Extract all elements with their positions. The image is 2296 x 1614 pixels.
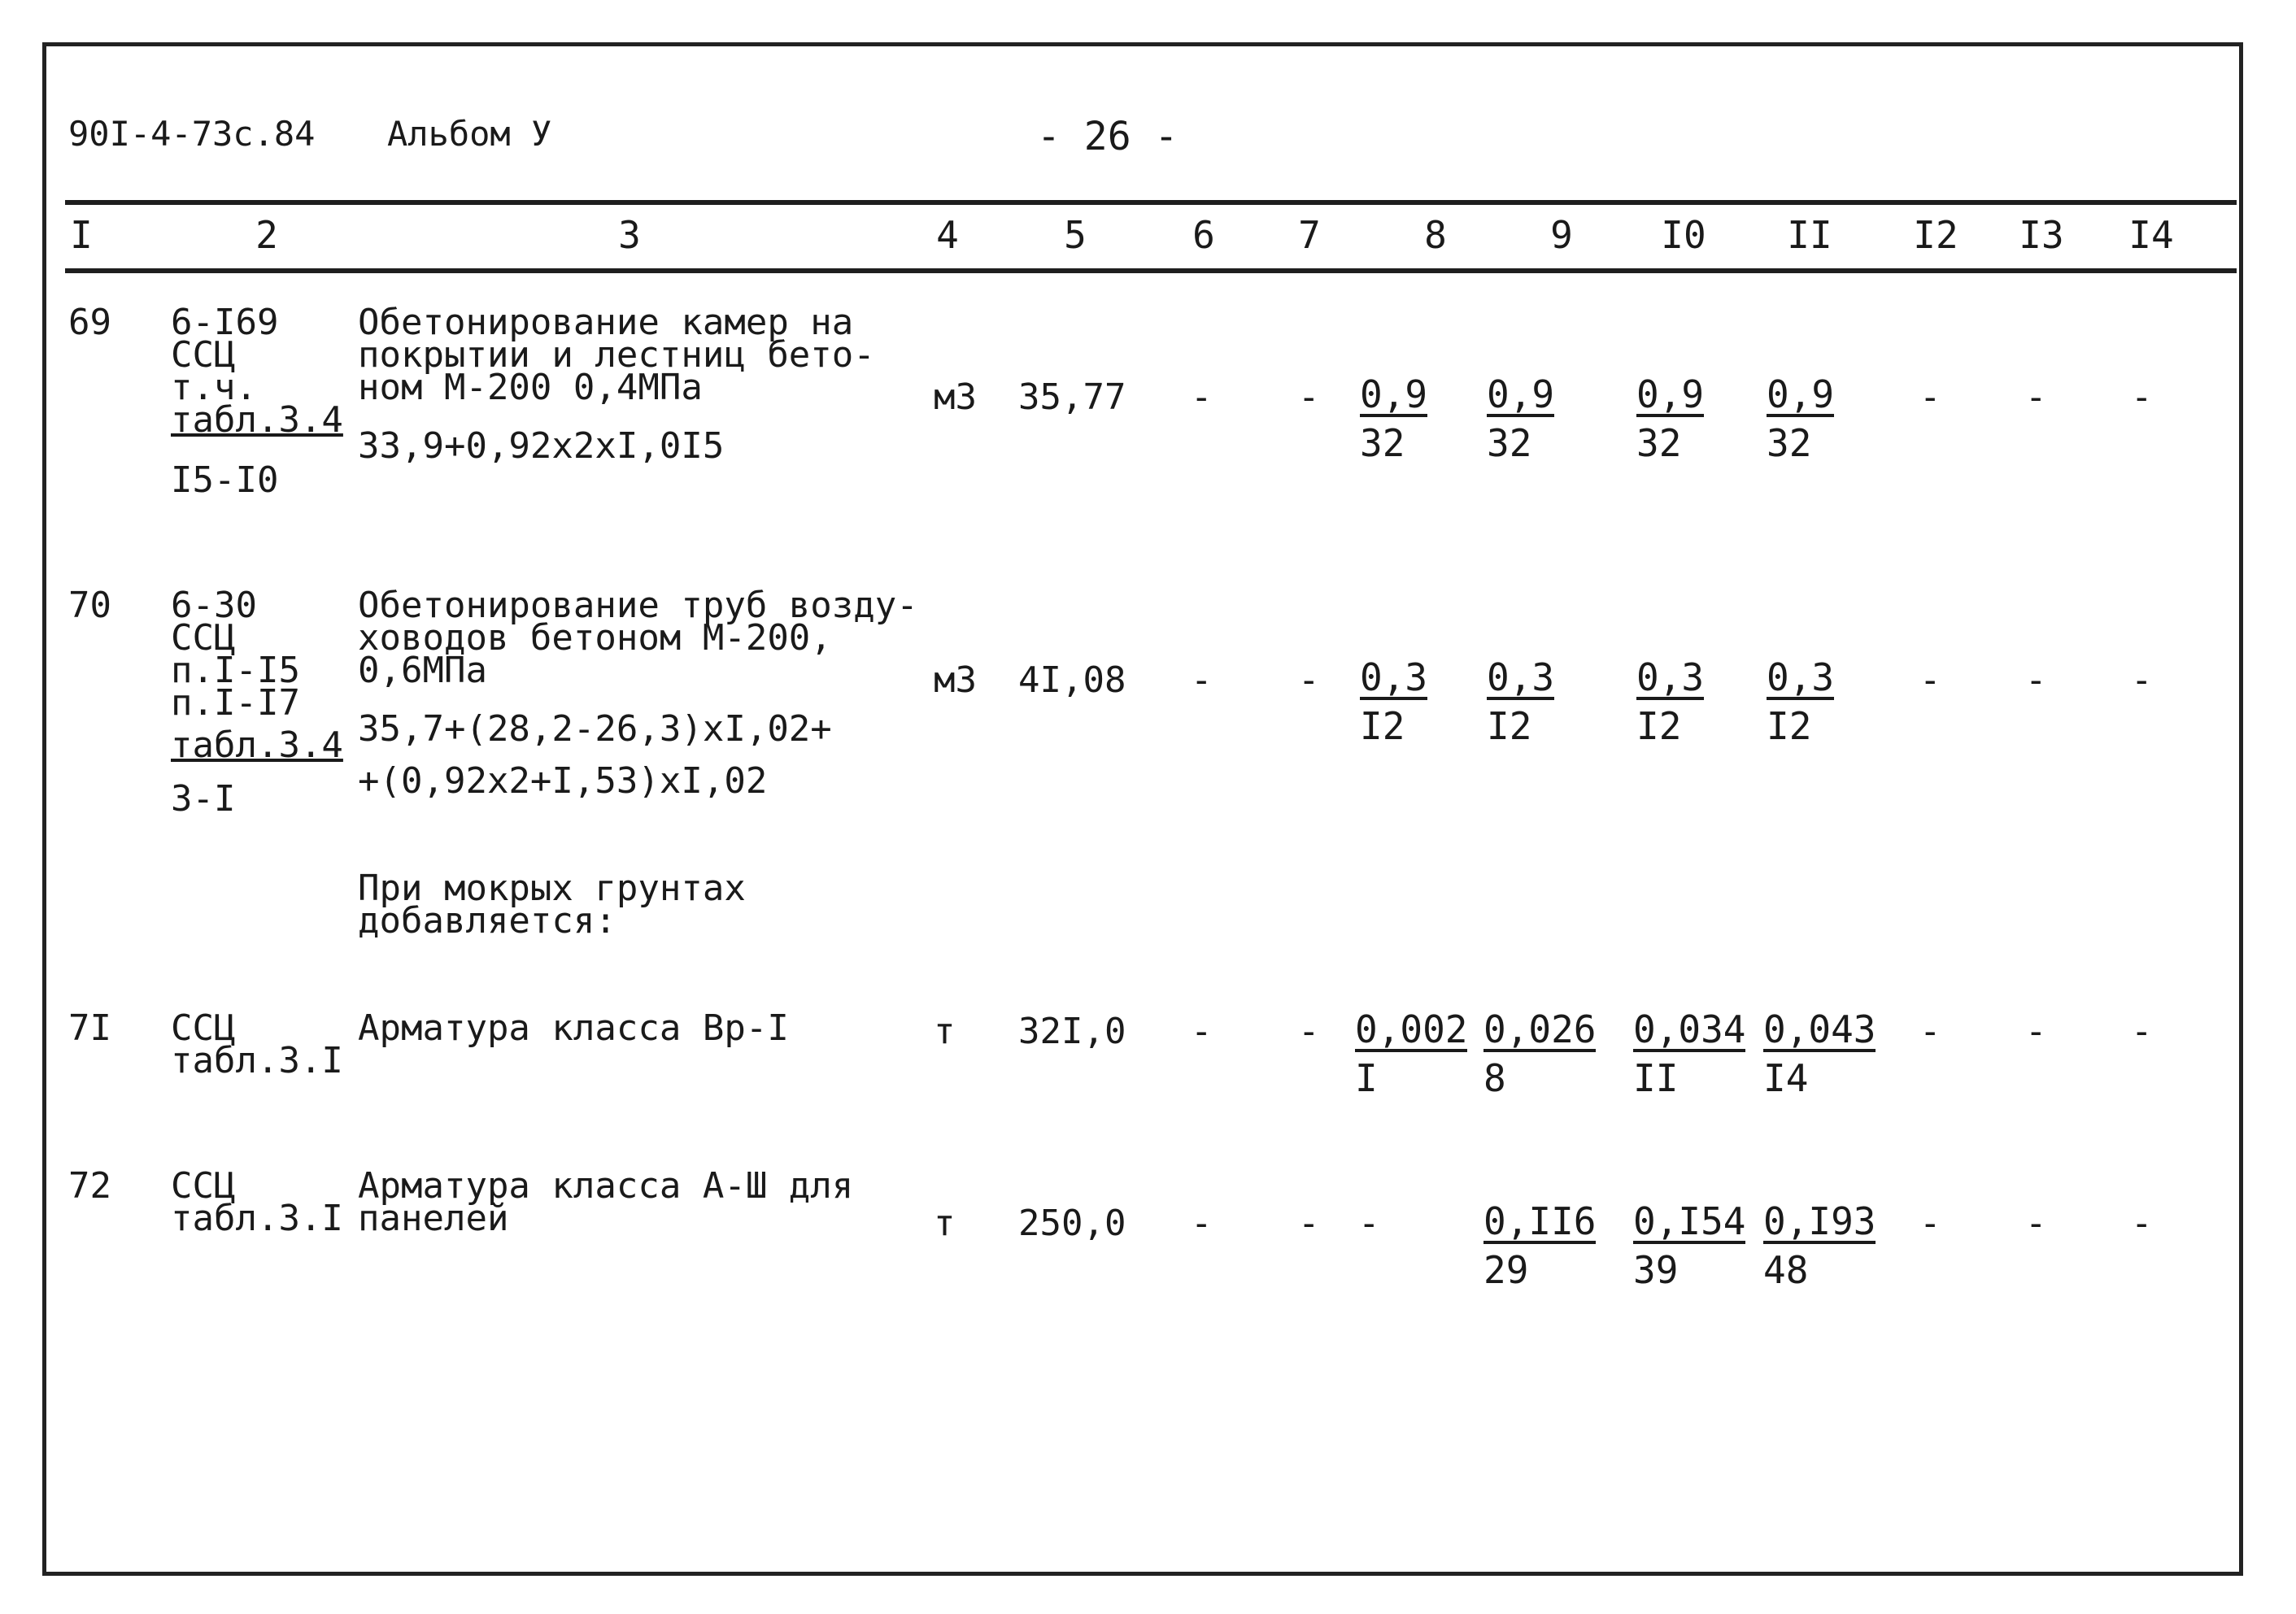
numerator: 0,034: [1633, 1007, 1746, 1051]
reference-line: 6-30: [171, 585, 257, 626]
denominator: I2: [1767, 704, 1812, 748]
cell-col12: -: [1919, 1203, 1941, 1244]
denominator: I4: [1763, 1056, 1809, 1100]
column-number: I2: [1913, 213, 1958, 257]
cell-col14: -: [2131, 1011, 2153, 1052]
denominator: 8: [1483, 1056, 1506, 1100]
reference-line: 6-I69: [171, 302, 279, 343]
unit-price: 250,0: [1018, 1203, 1126, 1244]
denominator: 32: [1360, 421, 1405, 465]
header-top-rule: [65, 200, 2237, 205]
cell-col14: -: [2131, 376, 2153, 418]
reference-line: ССЦ: [171, 1165, 236, 1207]
denominator: I2: [1487, 704, 1532, 748]
fraction-col10: [1633, 1197, 1745, 1294]
row-number: 7I: [68, 1007, 111, 1049]
album-label: Альбом У: [387, 114, 552, 154]
unit-price: 35,77: [1018, 376, 1126, 418]
reference-line: т.ч.: [171, 367, 257, 408]
reference-line: п.I-I5: [171, 650, 300, 691]
denominator: I2: [1360, 704, 1405, 748]
column-number: I3: [2019, 213, 2064, 257]
column-number: 3: [618, 213, 641, 257]
cell-col7: -: [1298, 659, 1320, 701]
reference-line: табл.3.4: [171, 399, 343, 441]
description-line: Обетонирование труб возду-: [358, 585, 918, 626]
description-line: 35,7+(28,2-26,3)хI,02+: [358, 708, 832, 750]
fraction-col11: [1767, 370, 1834, 468]
column-number: 7: [1298, 213, 1321, 257]
document-code: 90I-4-7Зс.84: [68, 114, 316, 154]
column-number: 5: [1064, 213, 1087, 257]
column-number: 2: [255, 213, 278, 257]
description-line: Арматура класса А-Ш для: [358, 1165, 854, 1207]
cell-col13: -: [2025, 659, 2047, 701]
column-number: I0: [1661, 213, 1706, 257]
cell-col12: -: [1919, 1011, 1941, 1052]
fraction-col8: [1360, 653, 1427, 750]
column-number: I4: [2128, 213, 2174, 257]
cell-col6: -: [1191, 1203, 1213, 1244]
numerator: 0,3: [1636, 655, 1705, 699]
denominator: II: [1633, 1056, 1679, 1100]
fraction-col9: [1487, 370, 1554, 468]
row-number: 72: [68, 1165, 111, 1207]
numerator: 0,I93: [1763, 1199, 1876, 1243]
numerator: 0,9: [1360, 372, 1428, 416]
reference-line: табл.3.I: [171, 1198, 343, 1239]
denominator: 32: [1487, 421, 1532, 465]
fraction-col9: [1483, 1197, 1596, 1294]
cell-col12: -: [1919, 376, 1941, 418]
reference-line: п.I-I7: [171, 682, 300, 724]
numerator: 0,9: [1487, 372, 1555, 416]
column-number: 8: [1424, 213, 1447, 257]
description-line: +(0,92х2+I,53)хI,02: [358, 760, 768, 802]
cell-col7: -: [1298, 1011, 1320, 1052]
unit: м3: [934, 659, 977, 701]
denominator: 32: [1636, 421, 1682, 465]
reference-line: 3-I: [171, 778, 236, 820]
denominator: 29: [1483, 1248, 1529, 1292]
numerator: 0,9: [1636, 372, 1705, 416]
row-number: 69: [68, 302, 111, 343]
fraction-col8: [1360, 370, 1427, 468]
cell-col7: -: [1298, 376, 1320, 418]
cell-col6: -: [1191, 659, 1213, 701]
cell-col8: -: [1358, 1203, 1380, 1244]
fraction-col8: [1355, 1005, 1467, 1103]
reference-line: табл.3.I: [171, 1040, 343, 1081]
column-number: II: [1787, 213, 1832, 257]
reference-line: ССЦ: [171, 617, 236, 659]
denominator: I: [1355, 1056, 1378, 1100]
numerator: 0,3: [1487, 655, 1555, 699]
description-line: 33,9+0,92х2хI,0I5: [358, 425, 725, 467]
description-line: ном М-200 0,4МПа: [358, 367, 703, 408]
description-line: ховодов бетоном М-200,: [358, 617, 832, 659]
denominator: 32: [1767, 421, 1812, 465]
unit: т: [934, 1011, 956, 1052]
description-line: Обетонирование камер на: [358, 302, 854, 343]
page-number: - 26 -: [1037, 114, 1178, 159]
unit-price: 4I,08: [1018, 659, 1126, 701]
numerator: 0,002: [1355, 1007, 1468, 1051]
fraction-col10: [1633, 1005, 1745, 1103]
unit-price: 32I,0: [1018, 1011, 1126, 1052]
numerator: 0,3: [1767, 655, 1835, 699]
description-line: панелей: [358, 1198, 509, 1239]
note-line: При мокрых грунтах: [358, 868, 746, 909]
numerator: 0,026: [1483, 1007, 1597, 1051]
reference-line: ССЦ: [171, 334, 236, 376]
numerator: 0,3: [1360, 655, 1428, 699]
fraction-col10: [1636, 653, 1704, 750]
fraction-col11: [1763, 1005, 1876, 1103]
reference-line: табл.3.4: [171, 724, 343, 766]
fraction-col9: [1483, 1005, 1596, 1103]
cell-col6: -: [1191, 1011, 1213, 1052]
column-number: I: [70, 213, 93, 257]
cell-col7: -: [1298, 1203, 1320, 1244]
cell-col13: -: [2025, 376, 2047, 418]
denominator: I2: [1636, 704, 1682, 748]
unit: м3: [934, 376, 977, 418]
description-line: Арматура класса Вр-I: [358, 1007, 789, 1049]
unit: т: [934, 1203, 956, 1244]
cell-col14: -: [2131, 659, 2153, 701]
column-number: 6: [1192, 213, 1215, 257]
description-line: 0,6МПа: [358, 650, 487, 691]
column-number: 4: [936, 213, 959, 257]
numerator: 0,II6: [1483, 1199, 1597, 1243]
cell-col14: -: [2131, 1203, 2153, 1244]
note-line: добавляется:: [358, 900, 616, 942]
denominator: 48: [1763, 1248, 1809, 1292]
description-line: покрытии и лестниц бето-: [358, 334, 875, 376]
cell-col12: -: [1919, 659, 1941, 701]
row-number: 70: [68, 585, 111, 626]
denominator: 39: [1633, 1248, 1679, 1292]
cell-col13: -: [2025, 1203, 2047, 1244]
fraction-col10: [1636, 370, 1704, 468]
cell-col6: -: [1191, 376, 1213, 418]
column-number: 9: [1550, 213, 1573, 257]
fraction-col9: [1487, 653, 1554, 750]
fraction-col11: [1767, 653, 1834, 750]
fraction-col11: [1763, 1197, 1876, 1294]
reference-line: ССЦ: [171, 1007, 236, 1049]
reference-line: I5-I0: [171, 459, 279, 501]
numerator: 0,043: [1763, 1007, 1876, 1051]
cell-col13: -: [2025, 1011, 2047, 1052]
numerator: 0,9: [1767, 372, 1835, 416]
numerator: 0,I54: [1633, 1199, 1746, 1243]
header-bottom-rule: [65, 268, 2237, 273]
